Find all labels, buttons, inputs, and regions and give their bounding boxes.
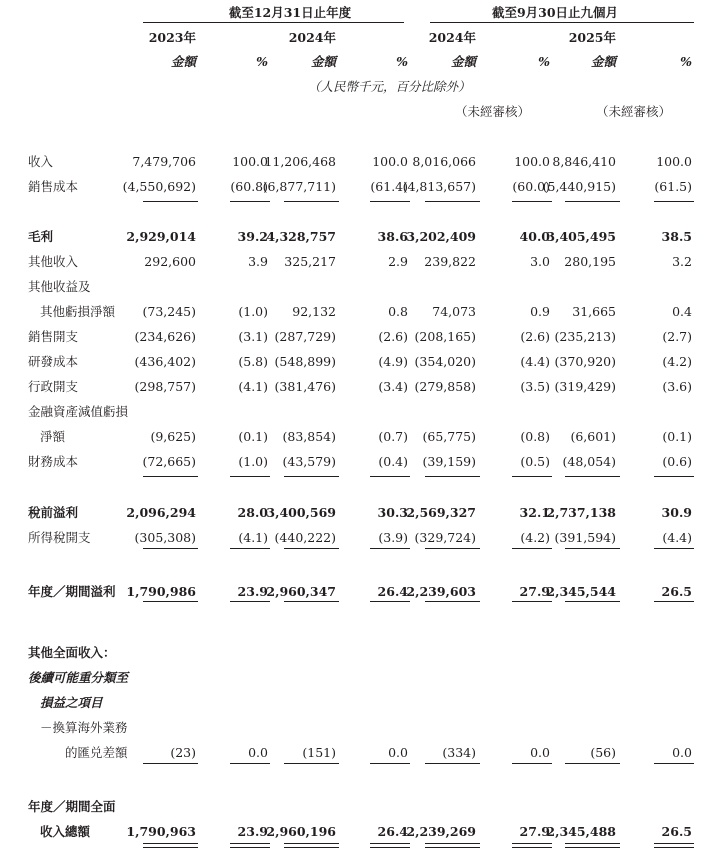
cell-revenue-2025n-pct: 100.0 [656, 154, 692, 169]
cell-ae-2025n-pct: (3.6) [662, 379, 692, 394]
cell-cos-2025n: (5,440,915) [542, 179, 616, 194]
cell-pbt-2025n-pct: 30.9 [661, 505, 692, 520]
cell-tax-2024n: (329,724) [414, 530, 476, 545]
header-amount-2024: 金額 [310, 54, 336, 69]
underline [370, 476, 410, 477]
underline [143, 201, 198, 202]
cell-fx-2023-pct: 0.0 [248, 745, 268, 760]
cell-oi-2023: 292,600 [144, 254, 196, 269]
unaudited-2024: （未經審核） [455, 104, 531, 119]
underline [654, 601, 694, 602]
underline [425, 601, 480, 602]
oci-title: 其他全面收入： [28, 645, 116, 660]
cell-cos-2023: (4,550,692) [122, 179, 196, 194]
cell-fc-2024: (43,579) [282, 454, 336, 469]
cell-pfp-2023: 1,790,986 [126, 584, 196, 599]
cell-se-2024n-pct: (2.6) [520, 329, 550, 344]
cell-rd-2024n: (354,020) [414, 354, 476, 369]
cell-fx-2025n: (56) [590, 745, 616, 760]
unit-note: （人民幣千元，百分比除外） [308, 79, 471, 94]
cell-rd-2023-pct: (5.8) [238, 354, 268, 369]
cell-gp-2024-pct: 38.6 [377, 229, 408, 244]
double-underline [230, 843, 270, 848]
underline [230, 548, 270, 549]
underline [512, 201, 552, 202]
header-group-nine-months: 截至9月30日止九個月 [491, 5, 619, 20]
cell-gp-2025n-pct: 38.5 [661, 229, 692, 244]
cell-tax-2025n-pct: (4.4) [662, 530, 692, 545]
cell-fc-2023: (72,665) [142, 454, 196, 469]
double-underline [284, 843, 339, 848]
cell-rd-2024-pct: (4.9) [378, 354, 408, 369]
cell-oi-2025n-pct: 3.2 [672, 254, 692, 269]
cell-rd-2024: (548,899) [274, 354, 336, 369]
cell-tax-2025n: (391,594) [554, 530, 616, 545]
underline [370, 548, 410, 549]
oci-item-line2: 的匯兑差額 [65, 745, 128, 760]
unaudited-2025: （未經審核） [596, 104, 672, 119]
cell-tci-2024n: 2,239,269 [406, 824, 476, 839]
cell-oi-2024: 325,217 [284, 254, 336, 269]
cell-og-2024: 92,132 [292, 304, 336, 319]
underline [425, 201, 480, 202]
cell-se-2023-pct: (3.1) [238, 329, 268, 344]
cell-rd-2024n-pct: (4.4) [520, 354, 550, 369]
cell-tci-2023: 1,790,963 [126, 824, 196, 839]
header-rule-year-end [143, 22, 404, 23]
cell-pfp-2024: 2,960,347 [266, 584, 336, 599]
cell-rd-2025n-pct: (4.2) [662, 354, 692, 369]
cell-fx-2024: (151) [302, 745, 336, 760]
cell-revenue-2024-pct: 100.0 [372, 154, 408, 169]
cell-pbt-2025n: 2,737,138 [546, 505, 616, 520]
cell-pfp-2023-pct: 23.9 [237, 584, 268, 599]
cell-tax-2023-pct: (4.1) [238, 530, 268, 545]
cell-se-2025n: (235,213) [554, 329, 616, 344]
underline [143, 763, 198, 764]
cell-cos-2024: (6,877,711) [262, 179, 336, 194]
underline [284, 201, 339, 202]
cell-tax-2024n-pct: (4.2) [520, 530, 550, 545]
header-pct-2024-nine: % [538, 54, 550, 69]
row-label-impairment-line1: 金融資產減值虧損 [28, 404, 129, 419]
header-year-2023: 2023年 [148, 30, 196, 45]
cell-gp-2025n: 3,405,495 [546, 229, 616, 244]
header-amount-2023: 金額 [170, 54, 196, 69]
cell-tax-2023: (305,308) [134, 530, 196, 545]
underline [284, 548, 339, 549]
cell-revenue-2023-pct: 100.0 [232, 154, 268, 169]
cell-revenue-2024n: 8,016,066 [412, 154, 476, 169]
underline [230, 476, 270, 477]
cell-imp-2025n-pct: (0.1) [662, 429, 692, 444]
row-label-admin-expenses: 行政開支 [28, 379, 79, 394]
double-underline [565, 843, 620, 848]
double-underline [654, 843, 694, 848]
cell-tax-2024: (440,222) [274, 530, 336, 545]
underline [512, 763, 552, 764]
underline [284, 763, 339, 764]
cell-cos-2023-pct: (60.8) [230, 179, 268, 194]
cell-imp-2023-pct: (0.1) [238, 429, 268, 444]
underline [370, 601, 410, 602]
cell-pfp-2025n-pct: 26.5 [661, 584, 692, 599]
total-label-line2: 收入總額 [40, 824, 91, 839]
row-label-finance-costs: 財務成本 [28, 454, 79, 469]
oci-subtitle-line1: 後續可能重分類至 [28, 670, 129, 685]
cell-tci-2024: 2,960,196 [266, 824, 336, 839]
cell-oi-2024n: 239,822 [424, 254, 476, 269]
cell-imp-2025n: (6,601) [570, 429, 616, 444]
row-label-other-gains-line1: 其他收益及 [28, 279, 91, 294]
double-underline [143, 843, 198, 848]
cell-ae-2023: (298,757) [134, 379, 196, 394]
cell-fx-2024-pct: 0.0 [388, 745, 408, 760]
cell-pbt-2024n-pct: 32.1 [519, 505, 550, 520]
underline [425, 763, 480, 764]
row-label-revenue: 收入 [28, 154, 54, 169]
cell-rd-2025n: (370,920) [554, 354, 616, 369]
cell-cos-2024-pct: (61.4) [370, 179, 408, 194]
cell-pfp-2025n: 2,345,544 [546, 584, 616, 599]
underline [284, 476, 339, 477]
cell-fc-2024n: (39,159) [422, 454, 476, 469]
underline [425, 476, 480, 477]
cell-gp-2024n-pct: 40.0 [519, 229, 550, 244]
cell-revenue-2023: 7,479,706 [132, 154, 196, 169]
row-label-profit-for-period: 年度／期間溢利 [28, 584, 116, 599]
cell-ae-2024n-pct: (3.5) [520, 379, 550, 394]
underline [565, 601, 620, 602]
cell-oi-2025n: 280,195 [564, 254, 616, 269]
underline [230, 601, 270, 602]
cell-se-2024: (287,729) [274, 329, 336, 344]
cell-ae-2024-pct: (3.4) [378, 379, 408, 394]
cell-imp-2024n: (65,775) [422, 429, 476, 444]
cell-revenue-2025n: 8,846,410 [552, 154, 616, 169]
row-label-cost-of-sales: 銷售成本 [28, 179, 79, 194]
cell-tci-2023-pct: 23.9 [237, 824, 268, 839]
cell-cos-2025n-pct: (61.5) [654, 179, 692, 194]
cell-revenue-2024n-pct: 100.0 [514, 154, 550, 169]
header-year-2024: 2024年 [288, 30, 336, 45]
row-label-impairment-line2: 淨額 [40, 429, 66, 444]
oci-subtitle-line2: 損益之項目 [40, 695, 103, 710]
double-underline [512, 843, 552, 848]
cell-imp-2023: (9,625) [150, 429, 196, 444]
cell-og-2024-pct: 0.8 [388, 304, 408, 319]
row-label-rd-costs: 研發成本 [28, 354, 79, 369]
cell-oi-2024-pct: 2.9 [388, 254, 408, 269]
row-label-selling-expenses: 銷售開支 [28, 329, 79, 344]
cell-fx-2025n-pct: 0.0 [672, 745, 692, 760]
cell-tci-2024-pct: 26.4 [377, 824, 408, 839]
header-pct-2025-nine: % [680, 54, 692, 69]
cell-tci-2025n-pct: 26.5 [661, 824, 692, 839]
underline [654, 763, 694, 764]
cell-pbt-2024-pct: 30.3 [377, 505, 408, 520]
header-year-2024-nine: 2024年 [428, 30, 476, 45]
underline [370, 763, 410, 764]
cell-tax-2024-pct: (3.9) [378, 530, 408, 545]
row-label-profit-before-tax: 稅前溢利 [28, 505, 79, 520]
underline [230, 201, 270, 202]
row-label-other-gains-line2: 其他虧損淨額 [40, 304, 116, 319]
row-label-other-income: 其他收入 [28, 254, 79, 269]
cell-ae-2025n: (319,429) [554, 379, 616, 394]
underline [565, 763, 620, 764]
underline [143, 476, 198, 477]
cell-fc-2023-pct: (1.0) [238, 454, 268, 469]
cell-pfp-2024n-pct: 27.9 [519, 584, 550, 599]
header-pct-2024: % [396, 54, 408, 69]
cell-gp-2024n: 3,202,409 [406, 229, 476, 244]
underline [654, 201, 694, 202]
cell-oi-2024n-pct: 3.0 [530, 254, 550, 269]
underline [512, 548, 552, 549]
cell-pbt-2024: 3,400,569 [266, 505, 336, 520]
cell-fx-2023: (23) [170, 745, 196, 760]
underline [565, 548, 620, 549]
cell-pbt-2023: 2,096,294 [126, 505, 196, 520]
cell-tci-2024n-pct: 27.9 [519, 824, 550, 839]
oci-item-line1: －換算海外業務 [40, 720, 128, 735]
underline [512, 601, 552, 602]
cell-og-2024n-pct: 0.9 [530, 304, 550, 319]
cell-pfp-2024-pct: 26.4 [377, 584, 408, 599]
underline [565, 476, 620, 477]
cell-ae-2023-pct: (4.1) [238, 379, 268, 394]
cell-ae-2024: (381,476) [274, 379, 336, 394]
underline [143, 548, 198, 549]
cell-revenue-2024: 11,206,468 [264, 154, 336, 169]
cell-cos-2024n-pct: (60.0) [512, 179, 550, 194]
cell-se-2023: (234,626) [134, 329, 196, 344]
cell-oi-2023-pct: 3.9 [248, 254, 268, 269]
cell-se-2025n-pct: (2.7) [662, 329, 692, 344]
cell-pbt-2023-pct: 28.0 [237, 505, 268, 520]
underline [654, 548, 694, 549]
underline [230, 763, 270, 764]
cell-fc-2025n-pct: (0.6) [662, 454, 692, 469]
total-label-line1: 年度／期間全面 [28, 799, 116, 814]
cell-og-2023: (73,245) [142, 304, 196, 319]
underline [512, 476, 552, 477]
cell-fc-2024-pct: (0.4) [378, 454, 408, 469]
underline [425, 548, 480, 549]
underline [565, 201, 620, 202]
underline [284, 601, 339, 602]
cell-fx-2024n-pct: 0.0 [530, 745, 550, 760]
double-underline [370, 843, 410, 848]
double-underline [425, 843, 480, 848]
cell-pbt-2024n: 2,569,327 [406, 505, 476, 520]
cell-tci-2025n: 2,345,488 [546, 824, 616, 839]
underline [370, 201, 410, 202]
header-year-2025-nine: 2025年 [568, 30, 616, 45]
header-group-year-end: 截至12月31日止年度 [228, 5, 352, 20]
header-amount-2024-nine: 金額 [450, 54, 476, 69]
header-rule-nine-months [430, 22, 694, 23]
cell-se-2024n: (208,165) [414, 329, 476, 344]
cell-gp-2023-pct: 39.2 [237, 229, 268, 244]
cell-pfp-2024n: 2,239,603 [406, 584, 476, 599]
cell-og-2025n-pct: 0.4 [672, 304, 692, 319]
cell-ae-2024n: (279,858) [414, 379, 476, 394]
cell-fc-2024n-pct: (0.5) [520, 454, 550, 469]
cell-og-2024n: 74,073 [432, 304, 476, 319]
cell-fc-2025n: (48,054) [562, 454, 616, 469]
cell-se-2024-pct: (2.6) [378, 329, 408, 344]
underline [143, 601, 198, 602]
cell-og-2023-pct: (1.0) [238, 304, 268, 319]
row-label-income-tax: 所得稅開支 [28, 530, 91, 545]
cell-imp-2024n-pct: (0.8) [520, 429, 550, 444]
cell-fx-2024n: (334) [442, 745, 476, 760]
cell-gp-2023: 2,929,014 [126, 229, 196, 244]
cell-cos-2024n: (4,813,657) [402, 179, 476, 194]
header-amount-2025-nine: 金額 [590, 54, 616, 69]
cell-gp-2024: 4,328,757 [266, 229, 336, 244]
cell-og-2025n: 31,665 [572, 304, 616, 319]
cell-imp-2024: (83,854) [282, 429, 336, 444]
row-label-gross-profit: 毛利 [28, 229, 54, 244]
cell-imp-2024-pct: (0.7) [378, 429, 408, 444]
header-pct-2023: % [256, 54, 268, 69]
underline [654, 476, 694, 477]
cell-rd-2023: (436,402) [134, 354, 196, 369]
